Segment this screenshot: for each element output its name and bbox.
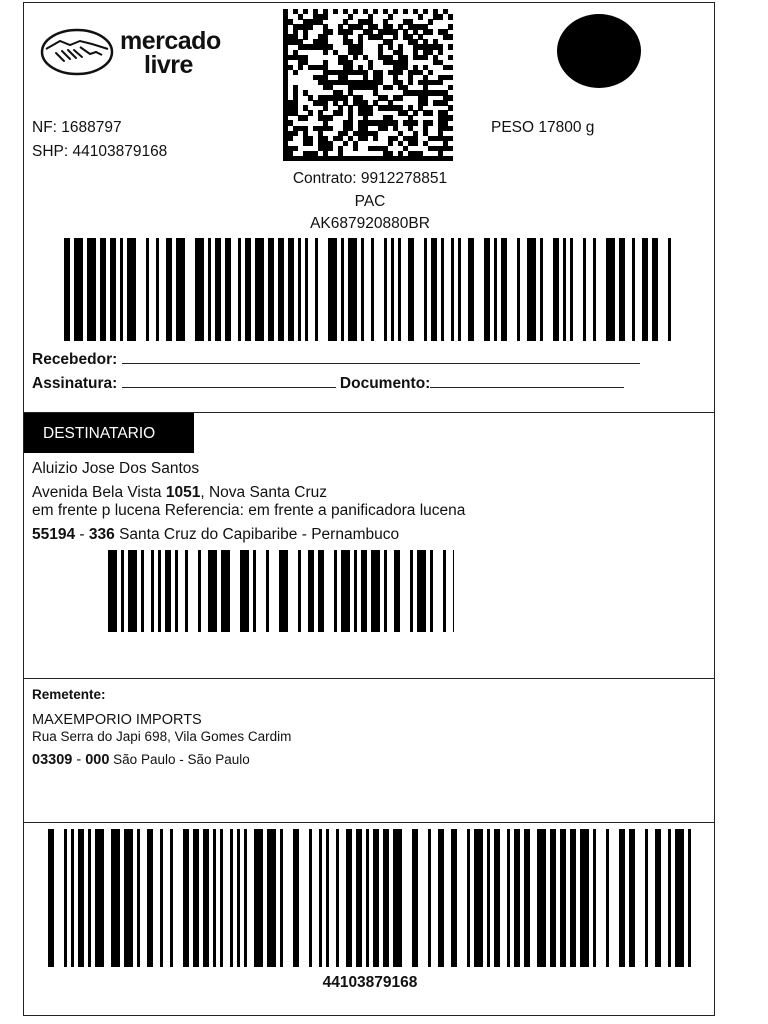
assinatura-label: Assinatura:: [32, 375, 118, 392]
matrix-module: [448, 126, 453, 131]
matrix-module: [448, 75, 453, 80]
barcode-bar: [563, 238, 566, 341]
barcode-bar: [268, 238, 274, 341]
shp-number: SHP: 44103879168: [32, 143, 168, 160]
matrix-module: [373, 9, 378, 14]
cep-barcode: [108, 550, 454, 632]
matrix-module: [413, 110, 418, 115]
matrix-module: [298, 65, 303, 70]
barcode-bar: [238, 238, 241, 341]
documento-line: [430, 375, 624, 388]
recipient-street-number: 1051: [165, 484, 201, 501]
barcode-bar: [309, 829, 312, 967]
matrix-module: [408, 80, 413, 85]
matrix-module: [428, 29, 433, 34]
sender-cep-city: [32, 752, 250, 768]
contract-line: [24, 170, 716, 188]
recipient-neighborhood: , Nova Santa Cruz: [200, 484, 327, 501]
matrix-module: [448, 105, 453, 110]
barcode-bar: [124, 829, 133, 967]
barcode-bar: [642, 238, 648, 341]
barcode-bar: [334, 550, 337, 632]
barcode-bar: [570, 238, 573, 341]
barcode-bar: [170, 829, 173, 967]
barcode-bar: [668, 238, 671, 341]
divider: [24, 822, 714, 823]
barcode-bar: [318, 550, 324, 632]
barcode-bar: [156, 238, 159, 341]
barcode-bar: [137, 829, 140, 967]
barcode-bar: [151, 550, 154, 632]
recipient-cep-part1: 55194: [32, 526, 76, 543]
recebedor-line: [32, 351, 640, 369]
barcode-bar: [183, 829, 189, 967]
assinatura-signature-line: [122, 375, 336, 388]
barcode-bar: [675, 829, 684, 967]
nf-number: NF: 1688797: [32, 119, 122, 136]
matrix-module: [353, 146, 358, 151]
sender-label: Remetente:: [32, 687, 106, 702]
barcode-bar: [328, 238, 337, 341]
documento-label: Documento:: [339, 375, 431, 392]
matrix-module: [448, 146, 453, 151]
barcode-bar: [208, 550, 217, 632]
matrix-module: [383, 126, 388, 131]
barcode-bar: [494, 238, 497, 341]
recipient-cep-separator: -: [75, 526, 89, 543]
barcode-bar: [100, 238, 106, 341]
matrix-module: [363, 136, 368, 141]
matrix-module: [308, 110, 313, 115]
barcode-bar: [48, 829, 54, 967]
barcode-bar: [593, 238, 596, 341]
barcode-bar: [341, 550, 350, 632]
barcode-bar: [71, 829, 74, 967]
matrix-module: [323, 14, 328, 19]
barcode-bar: [267, 829, 276, 967]
barcode-bar: [87, 238, 96, 341]
barcode-bar: [514, 829, 520, 967]
barcode-bar: [279, 550, 288, 632]
matrix-module: [438, 14, 443, 19]
barcode-bar: [128, 550, 137, 632]
barcode-bar: [550, 829, 556, 967]
barcode-bar: [560, 829, 566, 967]
barcode-bar: [484, 238, 490, 341]
matrix-module: [438, 80, 443, 85]
barcode-bar: [175, 550, 178, 632]
barcode-bar: [315, 238, 318, 341]
matrix-module: [373, 136, 378, 141]
matrix-module: [288, 136, 293, 141]
sender-cep-part1: 03309: [32, 752, 73, 768]
barcode-bar: [580, 829, 589, 967]
barcode-bar: [308, 550, 314, 632]
matrix-module: [403, 9, 408, 14]
barcode-bar: [501, 238, 507, 341]
destinatario-tab-label: DESTINATARIO: [43, 425, 156, 442]
barcode-bar: [225, 238, 231, 341]
matrix-module: [293, 131, 298, 136]
barcode-bar: [95, 829, 104, 967]
recipient-city: Santa Cruz do Capibaribe - Pernambuco: [114, 526, 400, 543]
barcode-bar: [668, 829, 671, 967]
matrix-module: [343, 141, 348, 146]
barcode-bar: [398, 238, 401, 341]
barcode-bar: [373, 829, 379, 967]
matrix-module: [328, 29, 333, 34]
barcode-bar: [428, 829, 431, 967]
barcode-bar: [160, 829, 163, 967]
barcode-bar: [121, 550, 124, 632]
barcode-bar: [336, 829, 339, 967]
barcode-bar: [195, 238, 204, 341]
matrix-module: [303, 34, 308, 39]
matrix-module: [428, 70, 433, 75]
matrix-module: [293, 70, 298, 75]
barcode-bar: [64, 829, 67, 967]
contract-number: 9912278851: [360, 170, 448, 187]
barcode-bar: [494, 829, 500, 967]
recipient-street: [32, 484, 327, 502]
barcode-bar: [537, 829, 546, 967]
brand-text-line1: mercado: [120, 27, 221, 55]
matrix-module: [413, 141, 418, 146]
matrix-module: [328, 146, 333, 151]
barcode-bar: [220, 829, 223, 967]
recebedor-label: Recebedor:: [32, 351, 118, 368]
barcode-bar: [629, 829, 635, 967]
brand-text-line2: livre: [144, 51, 193, 79]
barcode-bar: [430, 550, 433, 632]
barcode-bar: [253, 550, 256, 632]
barcode-bar: [412, 829, 418, 967]
barcode-bar: [108, 550, 117, 632]
barcode-bar: [361, 238, 364, 341]
barcode-bar: [356, 829, 362, 967]
matrix-module: [328, 115, 333, 120]
matrix-module: [293, 146, 298, 151]
matrix-module: [438, 50, 443, 55]
barcode-bar: [319, 829, 322, 967]
matrix-module: [303, 9, 308, 14]
barcode-bar: [431, 238, 437, 341]
sender-cep-part2: 000: [85, 752, 110, 768]
weight: PESO 17800 g: [491, 119, 595, 136]
barcode-bar: [293, 829, 299, 967]
barcode-bar: [158, 550, 161, 632]
barcode-bar: [213, 829, 216, 967]
barcode-bar: [458, 238, 461, 341]
matrix-module: [388, 141, 393, 146]
barcode-bar: [606, 238, 615, 341]
handshake-icon: [40, 27, 114, 77]
barcode-bar: [394, 550, 400, 632]
barcode-bar: [441, 238, 444, 341]
sender-street: Rua Serra do Japi 698, Vila Gomes Cardim: [32, 729, 292, 744]
contract-label: Contrato:: [292, 170, 361, 187]
barcode-bar: [593, 829, 596, 967]
barcode-bar: [619, 238, 625, 341]
barcode-bar: [78, 829, 84, 967]
matrix-module: [308, 24, 313, 29]
matrix-module: [328, 126, 333, 131]
barcode-bar: [451, 238, 454, 341]
matrix-module: [353, 9, 358, 14]
barcode-bar: [215, 238, 221, 341]
matrix-module: [428, 110, 433, 115]
barcode-bar: [371, 550, 380, 632]
barcode-bar: [606, 829, 609, 967]
matrix-module: [413, 120, 418, 125]
sender-company: MAXEMPORIO IMPORTS: [32, 712, 202, 728]
barcode-bar: [393, 829, 402, 967]
black-circle-marker: [557, 14, 641, 88]
barcode-bar: [361, 550, 367, 632]
barcode-bar: [371, 238, 374, 341]
barcode-bar: [688, 829, 691, 967]
matrix-module: [448, 115, 453, 120]
barcode-bar: [391, 238, 394, 341]
barcode-bar: [583, 238, 586, 341]
assinatura-line: [32, 375, 624, 393]
shipment-barcode: [48, 829, 694, 967]
matrix-module: [398, 95, 403, 100]
divider: [24, 678, 714, 679]
matrix-module: [448, 34, 453, 39]
matrix-module: [323, 105, 328, 110]
barcode-bar: [527, 238, 536, 341]
matrix-module: [388, 14, 393, 19]
barcode-bar: [408, 238, 414, 341]
recipient-cep-part2: 336: [88, 526, 115, 543]
barcode-bar: [254, 829, 263, 967]
barcode-bar: [384, 550, 387, 632]
recebedor-signature-line: [122, 351, 640, 364]
recipient-name: Aluizio Jose Dos Santos: [32, 460, 200, 477]
matrix-module: [423, 55, 428, 60]
barcode-bar: [443, 550, 446, 632]
barcode-bar: [244, 829, 247, 967]
barcode-bar: [652, 238, 658, 341]
matrix-module: [448, 95, 453, 100]
barcode-bar: [341, 238, 344, 341]
barcode-bar: [240, 550, 249, 632]
shipping-label: [23, 2, 715, 1016]
barcode-bar: [348, 238, 357, 341]
matrix-module: [303, 115, 308, 120]
matrix-module: [423, 100, 428, 105]
matrix-module: [448, 65, 453, 70]
datamatrix-code: [283, 9, 453, 161]
barcode-bar: [193, 829, 199, 967]
matrix-module: [428, 120, 433, 125]
barcode-bar: [632, 238, 635, 341]
barcode-bar: [410, 550, 413, 632]
matrix-module: [448, 55, 453, 60]
sender-cep-separator: -: [72, 752, 86, 768]
matrix-module: [368, 110, 373, 115]
barcode-bar: [230, 829, 233, 967]
barcode-bar: [305, 238, 308, 341]
sender-city: São Paulo - São Paulo: [109, 752, 250, 767]
matrix-module: [448, 136, 453, 141]
destinatario-tab: [24, 413, 194, 453]
barcode-bar: [74, 238, 83, 341]
barcode-bar: [245, 238, 251, 341]
barcode-bar: [255, 238, 264, 341]
barcode-bar: [203, 829, 209, 967]
matrix-module: [393, 34, 398, 39]
matrix-module: [448, 156, 453, 161]
matrix-module: [348, 29, 353, 34]
barcode-bar: [645, 829, 648, 967]
matrix-module: [448, 24, 453, 29]
barcode-bar: [176, 238, 185, 341]
barcode-bar: [540, 238, 543, 341]
barcode-bar: [266, 550, 269, 632]
service-type: PAC: [354, 193, 386, 210]
recipient-reference: em frente p lucena Referencia: em frente a panificadora lucena: [32, 502, 466, 519]
barcode-bar: [346, 829, 352, 967]
mercado-livre-logo: [40, 25, 240, 81]
barcode-bar: [326, 829, 329, 967]
barcode-bar: [280, 829, 283, 967]
barcode-bar: [127, 238, 136, 341]
matrix-module: [353, 55, 358, 60]
tracking-code: AK687920880BR: [310, 215, 430, 232]
barcode-bar: [453, 550, 454, 632]
matrix-module: [338, 110, 343, 115]
barcode-bar: [384, 238, 387, 341]
shipment-barcode-number: 44103879168: [322, 974, 418, 991]
tracking-barcode: [64, 238, 678, 341]
barcode-bar: [88, 829, 91, 967]
barcode-bar: [165, 550, 171, 632]
matrix-module: [388, 85, 393, 90]
barcode-bar: [288, 238, 294, 341]
recipient-cep-city: [32, 526, 399, 544]
barcode-bar: [111, 829, 120, 967]
barcode-bar: [221, 550, 230, 632]
barcode-bar: [110, 238, 116, 341]
barcode-bar: [64, 238, 70, 341]
matrix-module: [448, 44, 453, 49]
matrix-module: [418, 14, 423, 19]
barcode-bar: [278, 238, 284, 341]
barcode-bar: [383, 829, 389, 967]
matrix-module: [393, 9, 398, 14]
matrix-module: [348, 14, 353, 19]
barcode-bar: [237, 829, 240, 967]
barcode-bar: [655, 829, 661, 967]
matrix-module: [308, 141, 313, 146]
barcode-bar: [487, 829, 490, 967]
barcode-bar: [570, 829, 576, 967]
barcode-bar: [438, 829, 444, 967]
matrix-module: [323, 50, 328, 55]
barcode-bar: [424, 238, 427, 341]
barcode-bar: [553, 238, 559, 341]
barcode-bar: [451, 829, 457, 967]
barcode-bar: [524, 829, 530, 967]
barcode-bar: [120, 238, 123, 341]
matrix-module: [428, 19, 433, 24]
barcode-bar: [141, 550, 144, 632]
barcode-bar: [166, 238, 172, 341]
barcode-bar: [146, 238, 149, 341]
matrix-module: [448, 85, 453, 90]
barcode-bar: [417, 550, 426, 632]
barcode-bar: [354, 550, 357, 632]
matrix-module: [448, 14, 453, 19]
recipient-street-name: Avenida Bela Vista: [32, 484, 166, 501]
matrix-module: [423, 9, 428, 14]
barcode-bar: [298, 238, 301, 341]
barcode-bar: [517, 238, 520, 341]
barcode-bar: [619, 829, 625, 967]
barcode-bar: [185, 550, 188, 632]
barcode-bar: [474, 829, 483, 967]
barcode-bar: [507, 829, 510, 967]
barcode-bar: [366, 829, 369, 967]
barcode-bar: [147, 829, 153, 967]
matrix-module: [398, 70, 403, 75]
barcode-bar: [208, 238, 211, 341]
matrix-module: [333, 9, 338, 14]
barcode-bar: [467, 829, 470, 967]
barcode-bar: [298, 550, 301, 632]
barcode-bar: [198, 550, 201, 632]
barcode-bar: [468, 238, 474, 341]
